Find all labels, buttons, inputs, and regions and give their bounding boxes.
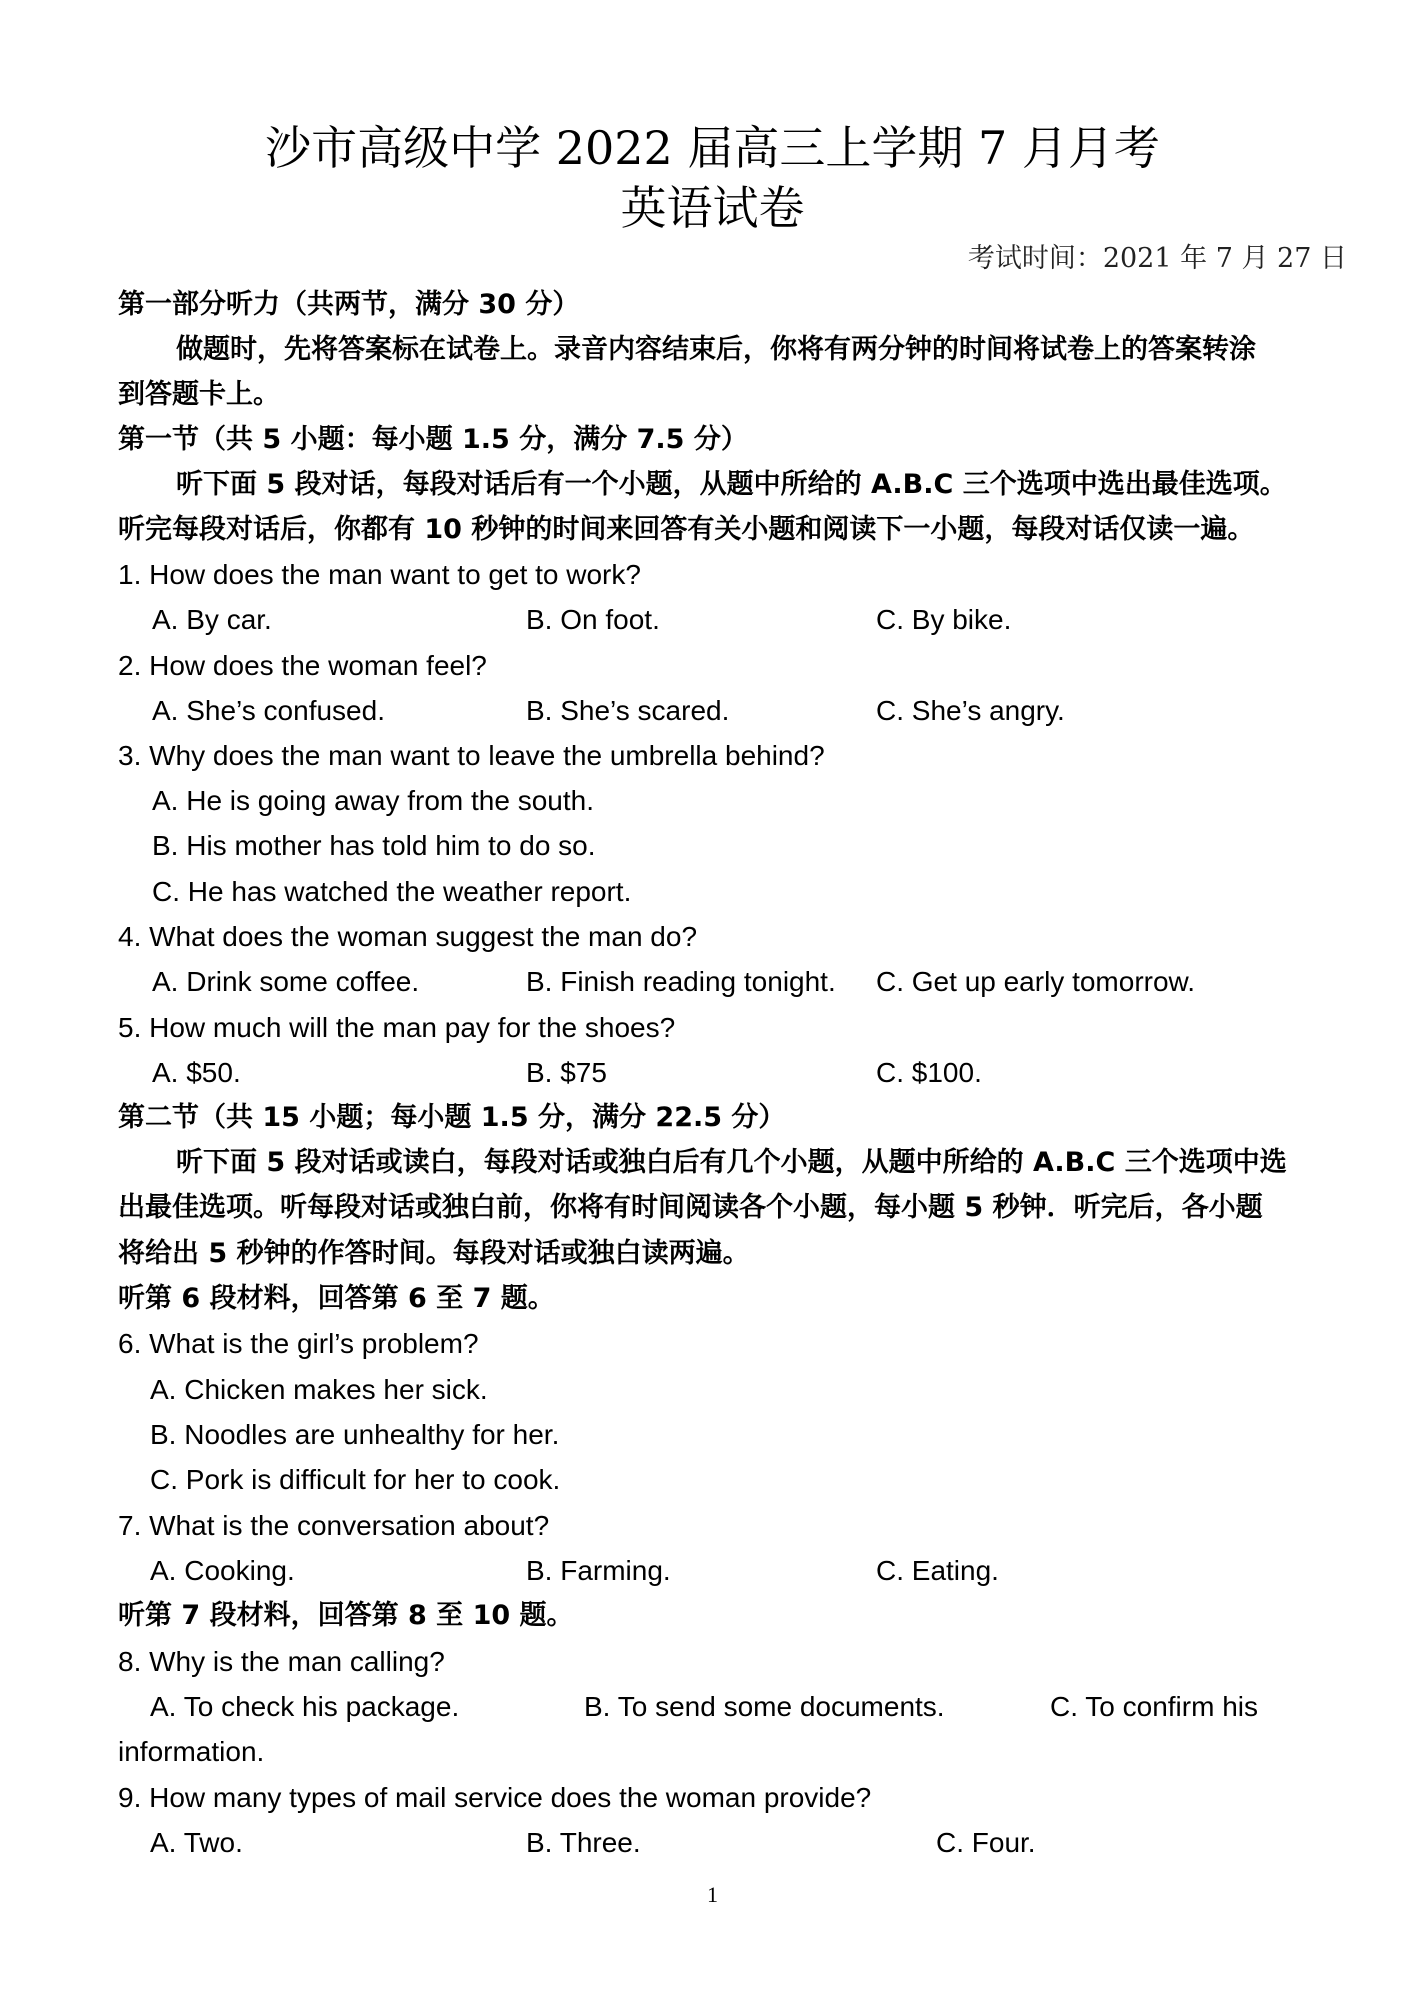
question-6-option-a: A. Chicken makes her sick. bbox=[150, 1374, 488, 1405]
question-4-option-c: C. Get up early tomorrow. bbox=[876, 966, 1196, 997]
question-2-option-a: A. She’s confused. bbox=[152, 695, 385, 726]
section2-instruction-line3: 将给出 5 秒钟的作答时间。每段对话或独白读两遍。 bbox=[118, 1238, 750, 1269]
question-7-option-c: C. Eating. bbox=[876, 1555, 999, 1586]
question-9-stem: 9. How many types of mail service does the woman provide? bbox=[118, 1782, 872, 1813]
question-8-stem: 8. Why is the man calling? bbox=[118, 1646, 445, 1677]
exam-time: 考试时间：2021 年 7 月 27 日 bbox=[967, 243, 1347, 274]
question-4-stem: 4. What does the woman suggest the man do? bbox=[118, 921, 698, 952]
question-3-stem: 3. Why does the man want to leave the umbrella behind? bbox=[118, 740, 825, 771]
part1-heading: 第一部分听力（共两节，满分 30 分） bbox=[118, 289, 580, 320]
question-5-option-b: B. $75 bbox=[526, 1057, 607, 1088]
section2-instruction-line2: 出最佳选项。听每段对话或独白前，你将有时间阅读各个小题，每小题 5 秒钟．听完后，各小题 bbox=[118, 1192, 1263, 1223]
question-8-option-c-continued: information. bbox=[118, 1736, 265, 1767]
question-1-stem: 1. How does the man want to get to work? bbox=[118, 559, 641, 590]
question-9-option-a: A. Two. bbox=[150, 1827, 243, 1858]
question-7-option-a: A. Cooking. bbox=[150, 1555, 295, 1586]
question-6-option-b: B. Noodles are unhealthy for her. bbox=[150, 1419, 560, 1450]
question-5-stem: 5. How much will the man pay for the shoes? bbox=[118, 1012, 676, 1043]
question-5-option-a: A. $50. bbox=[152, 1057, 241, 1088]
question-7-option-b: B. Farming. bbox=[526, 1555, 671, 1586]
question-5-option-c: C. $100. bbox=[876, 1057, 982, 1088]
part1-instruction-line1: 做题时，先将答案标在试卷上。录音内容结束后，你将有两分钟的时间将试卷上的答案转涂 bbox=[176, 334, 1256, 365]
question-6-stem: 6. What is the girl’s problem? bbox=[118, 1328, 479, 1359]
question-8-option-c: C. To confirm his bbox=[1050, 1691, 1258, 1722]
exam-subtitle: 英语试卷 bbox=[620, 181, 805, 235]
question-6-option-c: C. Pork is difficult for her to cook. bbox=[150, 1464, 561, 1495]
question-9-option-b: B. Three. bbox=[526, 1827, 641, 1858]
question-8-option-a: A. To check his package. bbox=[150, 1691, 460, 1722]
section2-heading: 第二节（共 15 小题；每小题 1.5 分，满分 22.5 分） bbox=[118, 1102, 786, 1133]
question-2-option-b: B. She’s scared. bbox=[526, 695, 730, 726]
section1-instruction-line2: 听完每段对话后，你都有 10 秒钟的时间来回答有关小题和阅读下一小题，每段对话仅读一遍。 bbox=[118, 514, 1255, 545]
question-7-stem: 7. What is the conversation about? bbox=[118, 1510, 550, 1541]
question-1-option-b: B. On foot. bbox=[526, 604, 660, 635]
material-6-heading: 听第 6 段材料，回答第 6 至 7 题。 bbox=[118, 1283, 555, 1314]
section2-instruction-line1: 听下面 5 段对话或读白，每段对话或独白后有几个小题，从题中所给的 A.B.C 三个选项中选 bbox=[176, 1147, 1287, 1178]
question-3-option-a: A. He is going away from the south. bbox=[152, 785, 594, 816]
exam-title: 沙市高级中学 2022 届高三上学期 7 月月考 bbox=[265, 121, 1160, 175]
question-4-option-a: A. Drink some coffee. bbox=[152, 966, 420, 997]
question-1-option-a: A. By car. bbox=[152, 604, 272, 635]
part1-instruction-line2: 到答题卡上。 bbox=[118, 379, 280, 410]
material-7-heading: 听第 7 段材料，回答第 8 至 10 题。 bbox=[118, 1600, 574, 1631]
question-4-option-b: B. Finish reading tonight. bbox=[526, 966, 836, 997]
section1-instruction-line1: 听下面 5 段对话，每段对话后有一个小题，从题中所给的 A.B.C 三个选项中选出最佳选项。 bbox=[176, 469, 1287, 500]
question-2-option-c: C. She’s angry. bbox=[876, 695, 1065, 726]
question-8-option-b: B. To send some documents. bbox=[584, 1691, 945, 1722]
question-9-option-c: C. Four. bbox=[936, 1827, 1036, 1858]
page-number: 1 bbox=[707, 1882, 718, 1907]
question-1-option-c: C. By bike. bbox=[876, 604, 1012, 635]
section1-heading: 第一节（共 5 小题：每小题 1.5 分，满分 7.5 分） bbox=[118, 424, 748, 455]
question-3-option-b: B. His mother has told him to do so. bbox=[152, 830, 596, 861]
question-3-option-c: C. He has watched the weather report. bbox=[152, 876, 632, 907]
question-2-stem: 2. How does the woman feel? bbox=[118, 650, 487, 681]
